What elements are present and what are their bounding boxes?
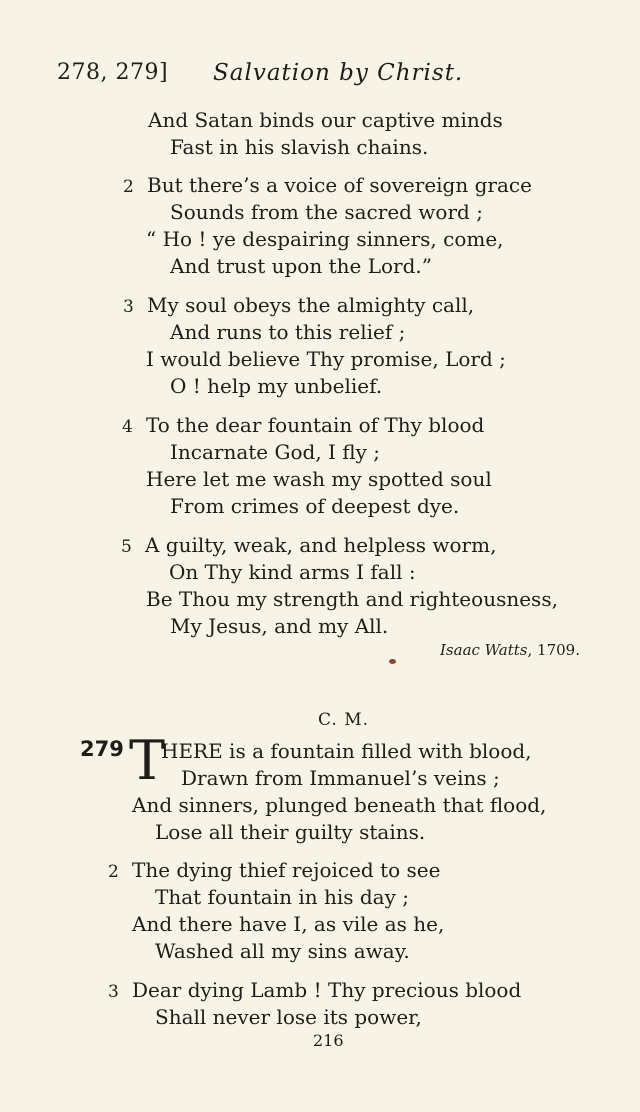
verse-line: I would believe Thy promise, Lord ; xyxy=(146,347,506,371)
verse-line: Lose all their guilty stains. xyxy=(155,820,426,844)
verse-line: Drawn from Immanuel’s veins ; xyxy=(181,766,500,790)
verse-line: On Thy kind arms I fall : xyxy=(169,560,416,584)
verse-line: But there’s a voice of sovereign grace xyxy=(147,173,532,197)
author-name: Isaac Watts xyxy=(440,641,528,659)
verse-line: Be Thou my strength and righteousness, xyxy=(146,587,558,611)
verse-line: Dear dying Lamb ! Thy precious blood xyxy=(132,978,522,1002)
verse-line: Washed all my sins away. xyxy=(155,939,410,963)
verse-line: To the dear fountain of Thy blood xyxy=(146,413,485,437)
stanza-number: 4 xyxy=(122,417,133,437)
verse-line: O ! help my unbelief. xyxy=(170,374,383,398)
verse-line: Incarnate God, I fly ; xyxy=(170,440,381,464)
attribution-year: 1709. xyxy=(537,641,580,659)
verse-line: My soul obeys the almighty call, xyxy=(147,293,475,317)
meter-label: C. M. xyxy=(318,710,370,730)
verse-line: Fast in his slavish chains. xyxy=(170,135,429,159)
drop-cap: T xyxy=(129,729,166,792)
verse-line: Here let me wash my spotted soul xyxy=(146,467,492,491)
stanza-number: 3 xyxy=(123,297,134,317)
header-section-title: Salvation by Christ. xyxy=(213,60,464,86)
verse-line: And there have I, as vile as he, xyxy=(132,912,445,936)
verse-line: Shall never lose its power, xyxy=(155,1005,422,1029)
stanza-number: 2 xyxy=(108,862,119,882)
header-hymn-numbers: 278, 279] xyxy=(57,60,169,85)
stanza-number: 2 xyxy=(123,177,134,197)
stanza-number: 5 xyxy=(121,537,132,557)
ink-speck xyxy=(389,659,396,664)
verse-line: And runs to this relief ; xyxy=(170,320,406,344)
verse-line: Sounds from the sacred word ; xyxy=(170,200,483,224)
stanza-number: 3 xyxy=(108,982,119,1002)
verse-line: And Satan binds our captive minds xyxy=(148,108,503,132)
verse-line: A guilty, weak, and helpless worm, xyxy=(145,533,497,557)
verse-line: That fountain in his day ; xyxy=(155,885,409,909)
verse-line: And sinners, plunged beneath that flood, xyxy=(132,793,547,817)
verse-line: “ Ho ! ye despairing sinners, come, xyxy=(146,227,504,251)
hymn-number: 279 xyxy=(80,737,124,761)
verse-line: The dying thief rejoiced to see xyxy=(132,858,441,882)
verse-line: My Jesus, and my All. xyxy=(170,614,389,638)
page-number: 216 xyxy=(313,1031,344,1050)
verse-line: HERE is a fountain filled with blood, xyxy=(161,739,532,763)
verse-line: From crimes of deepest dye. xyxy=(170,494,460,518)
hymn-attribution: Isaac Watts, 1709. xyxy=(440,641,580,659)
verse-line: And trust upon the Lord.” xyxy=(170,254,432,278)
